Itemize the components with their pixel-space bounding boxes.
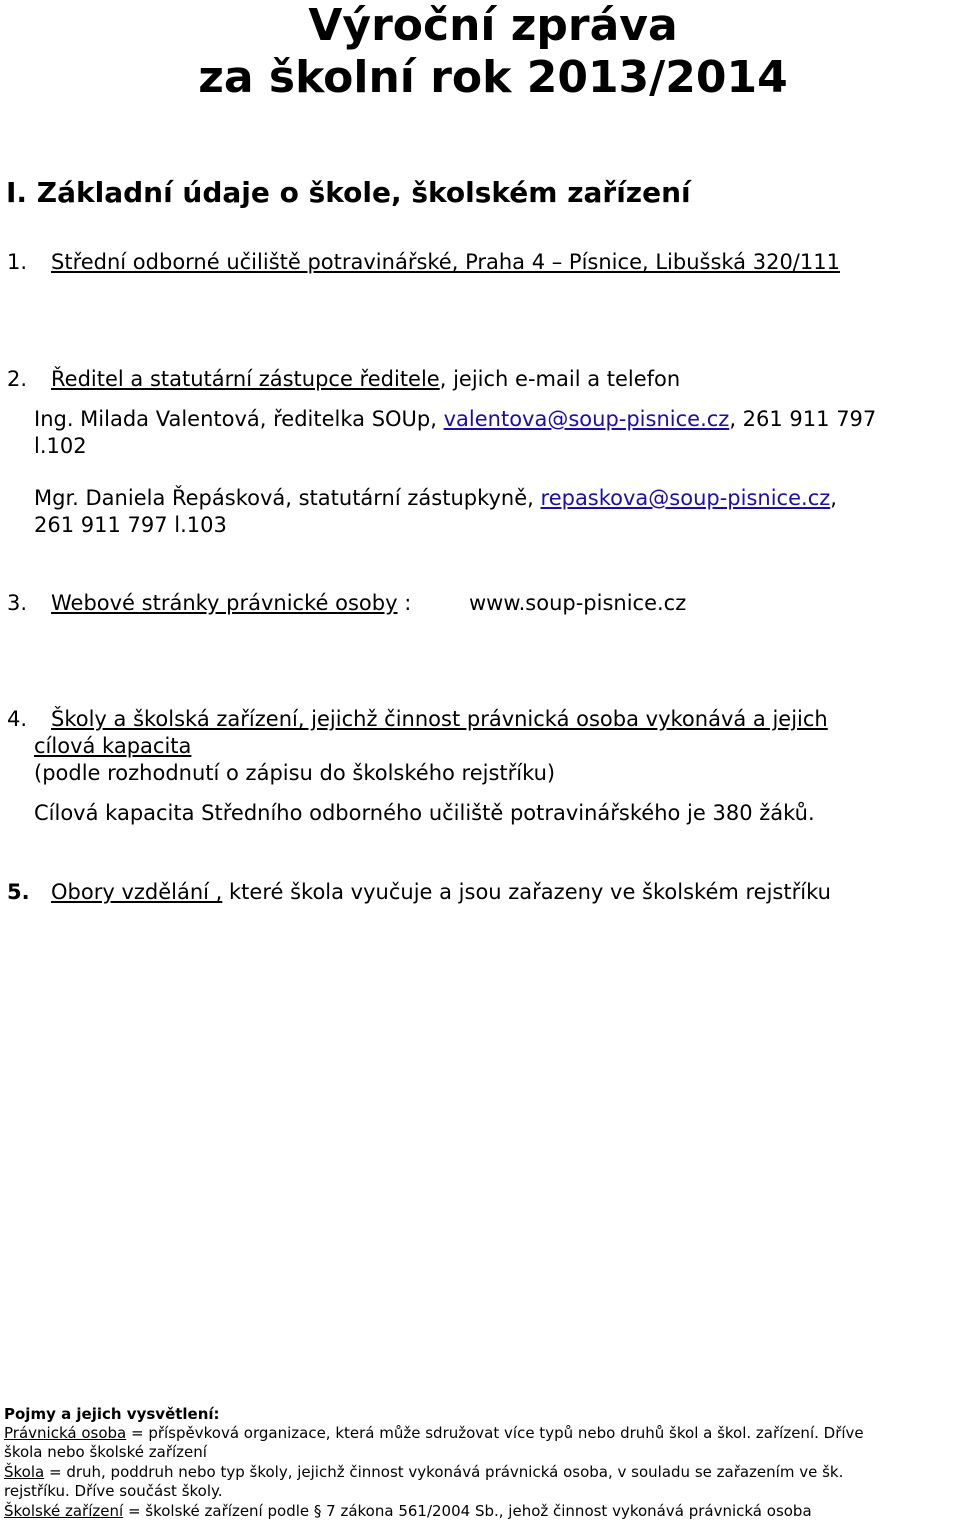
item5-number: 5. <box>7 880 30 904</box>
item3-label-wrap <box>51 591 411 615</box>
glossary-def2-text: = druh, poddruh nebo typ školy, jejichž činnost vykonává právnická osoba, v souladu se zařazením ve šk. <box>44 1463 844 1481</box>
document-title-line2: za školní rok 2013/2014 <box>198 52 788 103</box>
glossary-def1-line2: škola nebo školské zařízení <box>4 1443 207 1461</box>
glossary-def1-text: = příspěvková organizace, která může sdružovat více typů nebo druhů škol a škol. zařízení. Dříve <box>126 1424 864 1442</box>
website-label: Webové stránky právnické osoby <box>51 591 398 615</box>
glossary-def2-line2: rejstříku. Dříve součást školy. <box>4 1482 223 1500</box>
glossary-def2 <box>4 1463 843 1482</box>
director-phone: , 261 911 797 <box>729 407 877 431</box>
item5-heading <box>51 880 831 904</box>
glossary-def3 <box>4 1502 812 1521</box>
item4-heading-line1: Školy a školská zařízení, jejichž činnost právnická osoba vykonává a jejich <box>51 707 828 731</box>
item1-number: 1. <box>7 250 28 274</box>
school-name: Střední odborné učiliště potravinářské, Praha 4 – Písnice, Libušská 320/111 <box>51 250 840 274</box>
item4-heading-line2: cílová kapacita <box>34 734 192 758</box>
glossary-def1 <box>4 1424 864 1443</box>
item2-heading-rest: , jejich e-mail a telefon <box>439 367 681 391</box>
director-line <box>34 407 876 431</box>
deputy-name: Mgr. Daniela Řepásková, statutární zástupkyně, <box>34 486 541 510</box>
item4-number: 4. <box>7 707 28 731</box>
glossary-def3-text: = školské zařízení podle § 7 zákona 561/2004 Sb., jehož činnost vykonává právnická osoba <box>123 1502 812 1520</box>
deputy-phone: 261 911 797 l.103 <box>34 513 227 537</box>
item5-heading-underlined: Obory vzdělání , <box>51 880 223 904</box>
document-title-line1: Výroční zpráva <box>308 0 678 51</box>
item3-number: 3. <box>7 591 28 615</box>
website-url: www.soup-pisnice.cz <box>469 591 687 615</box>
item2-number: 2. <box>7 367 28 391</box>
capacity-text: Cílová kapacita Středního odborného učiliště potravinářského je 380 žáků. <box>34 801 815 825</box>
section-heading: I. Základní údaje o škole, školském zařízení <box>6 176 691 209</box>
glossary-term1: Právnická osoba <box>4 1424 127 1442</box>
deputy-comma: , <box>830 486 837 510</box>
glossary-term2: Škola <box>4 1463 45 1481</box>
glossary-heading: Pojmy a jejich vysvětlení: <box>4 1405 220 1423</box>
director-name: Ing. Milada Valentová, ředitelka SOUp, <box>34 407 444 431</box>
website-colon: : <box>397 591 412 615</box>
item5-heading-rest: které škola vyučuje a jsou zařazeny ve školském rejstříku <box>222 880 831 904</box>
deputy-email-link[interactable]: repaskova@soup-pisnice.cz <box>540 486 831 510</box>
item2-heading-underlined: Ředitel a statutární zástupce ředitele <box>51 367 440 391</box>
item2-heading <box>51 367 680 391</box>
director-email-link[interactable]: valentova@soup-pisnice.cz <box>443 407 730 431</box>
glossary-term3: Školské zařízení <box>4 1502 124 1520</box>
item4-note: (podle rozhodnutí o zápisu do školského rejstříku) <box>34 761 556 785</box>
director-ext: l.102 <box>34 434 87 458</box>
deputy-line <box>34 486 837 510</box>
